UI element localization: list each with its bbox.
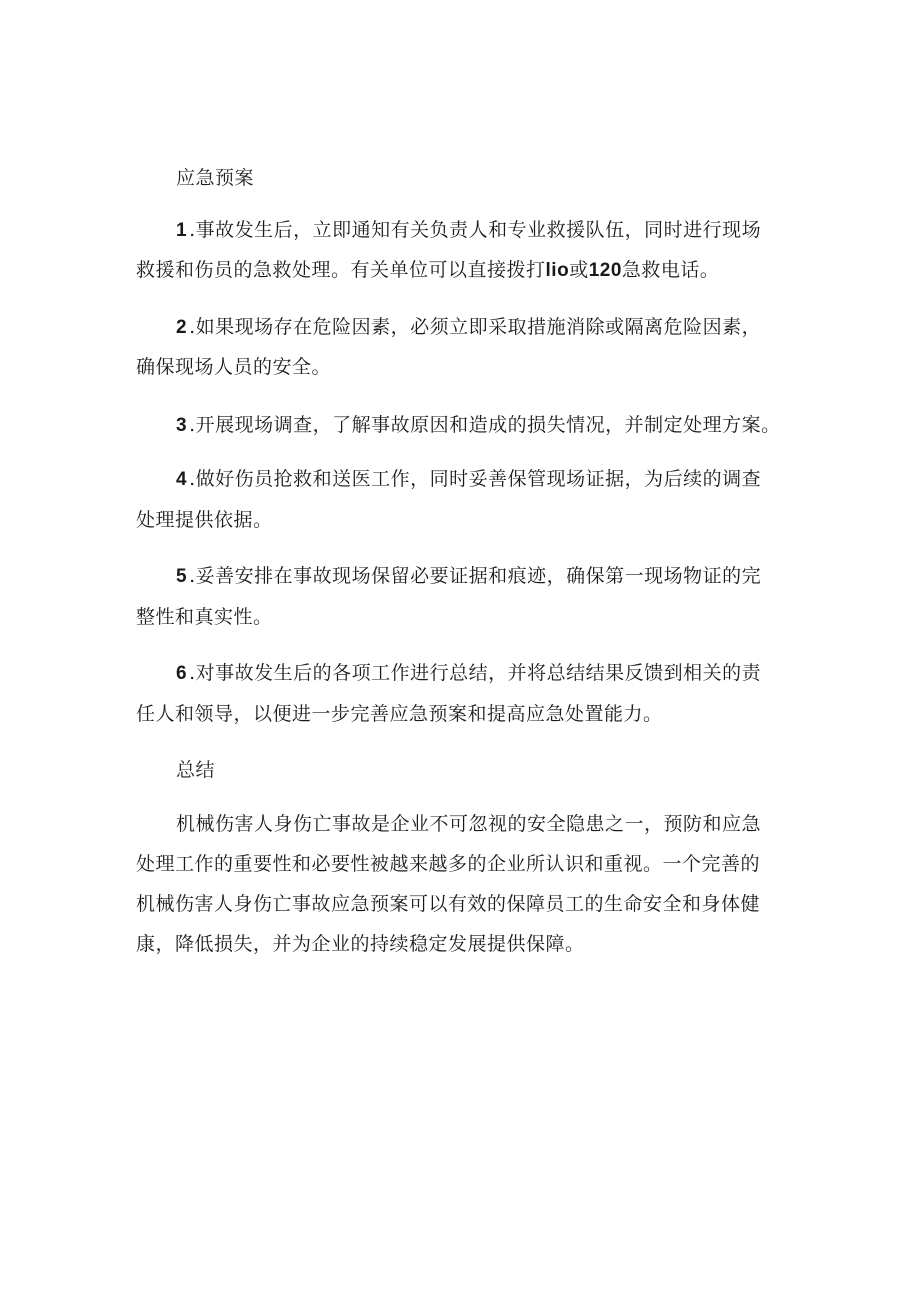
item-6-line-2: 任人和领导，以便进一步完善应急预案和提高应急处置能力。 — [136, 703, 663, 725]
summary-line-3: 机械伤害人身伤亡事故应急预案可以有效的保障员工的生命安全和身体健 — [136, 893, 761, 915]
item-1-text-2c: 或 — [569, 259, 589, 281]
item-1-text-1: .事故发生后，立即通知有关负责人和专业救援队伍，同时进行现场 — [189, 219, 762, 241]
item-5-line-2: 整性和真实性。 — [136, 606, 273, 628]
summary-line-4: 康，降低损失，并为企业的持续稳定发展提供保障。 — [136, 933, 585, 955]
item-6-number: 6 — [176, 663, 188, 684]
summary-line-2: 处理工作的重要性和必要性被越来越多的企业所认识和重视。一个完善的 — [136, 853, 761, 875]
item-2-number: 2 — [176, 317, 188, 338]
item-5-text-1: .妥善安排在事故现场保留必要证据和痕迹，确保第一现场物证的完 — [189, 565, 762, 587]
item-4-line-1 — [176, 467, 786, 492]
item-2-text-1: .如果现场存在危险因素，必须立即采取措施消除或隔离危险因素， — [189, 316, 762, 338]
item-1-text-2a: 救援和伤员的急救处理。有关单位可以直接拨打 — [136, 259, 546, 281]
item-3-line-1 — [176, 413, 786, 438]
item-1-line-1 — [176, 218, 786, 243]
item-5-line-1 — [176, 564, 786, 589]
item-2-line-2: 确保现场人员的安全。 — [136, 356, 332, 378]
item-6-line-1 — [176, 661, 786, 686]
section-heading-emergency-plan: 应急预案 — [176, 167, 255, 189]
item-3-text-1: .开展现场调查，了解事故原因和造成的损失情况，并制定处理方案。 — [189, 414, 781, 436]
item-1-number: 1 — [176, 220, 188, 241]
section-heading-summary: 总结 — [176, 759, 216, 781]
summary-line-1: 机械伤害人身伤亡事故是企业不可忽视的安全隐患之一，预防和应急 — [176, 813, 762, 835]
item-3-number: 3 — [176, 415, 188, 436]
item-4-number: 4 — [176, 469, 188, 490]
item-1-text-2e: 急救电话。 — [621, 259, 720, 281]
item-1-number-120: 120 — [588, 260, 622, 281]
item-1-line-2 — [136, 258, 786, 283]
item-4-line-2: 处理提供依据。 — [136, 509, 273, 531]
item-2-line-1 — [176, 315, 786, 340]
item-5-number: 5 — [176, 566, 188, 587]
item-1-number-lio: lio — [545, 260, 570, 281]
item-6-text-1: .对事故发生后的各项工作进行总结，并将总结结果反馈到相关的责 — [189, 662, 762, 684]
item-4-text-1: .做好伤员抢救和送医工作，同时妥善保管现场证据，为后续的调查 — [189, 468, 762, 490]
